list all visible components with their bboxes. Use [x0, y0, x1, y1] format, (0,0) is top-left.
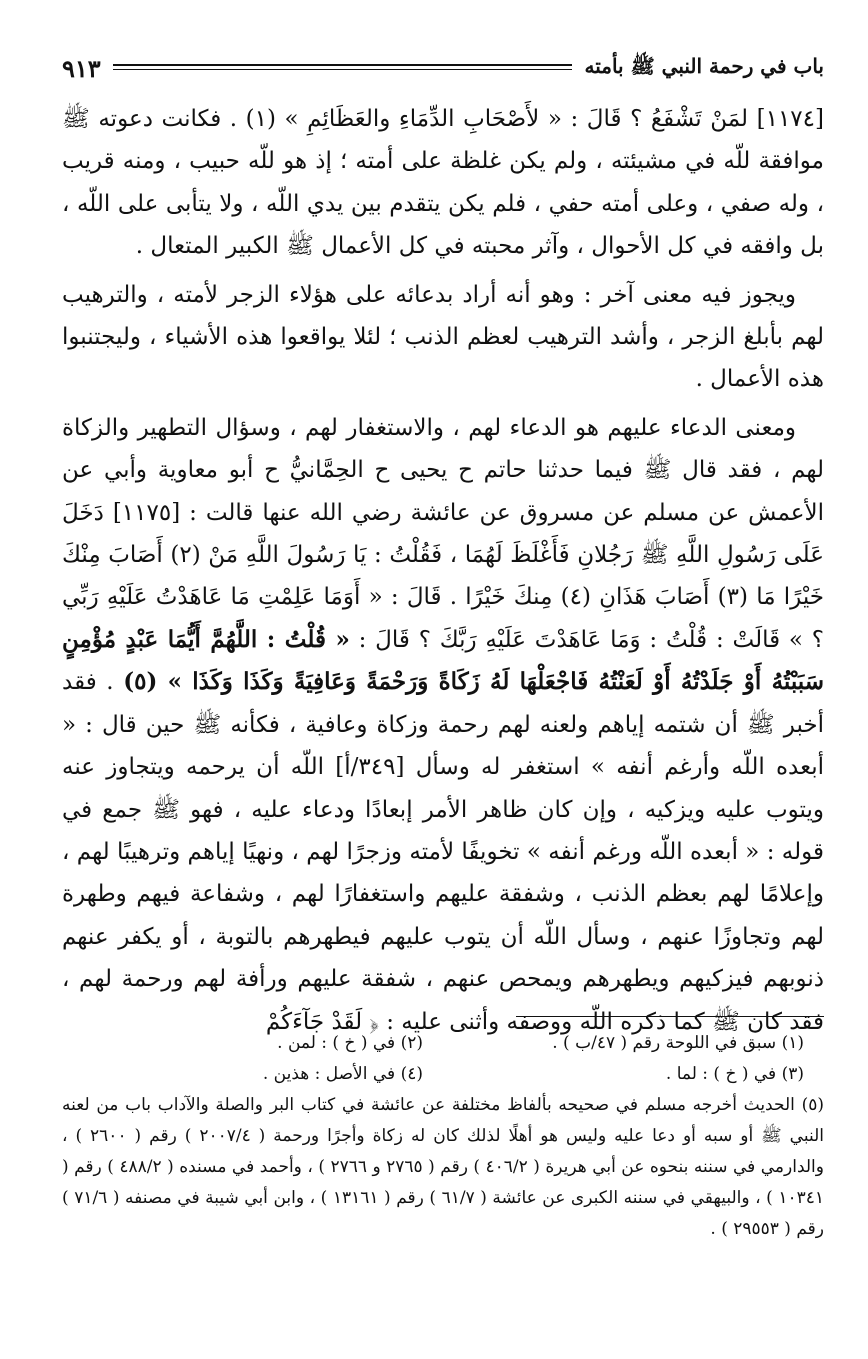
header-rule: [113, 63, 573, 73]
footnote-row: [62, 1059, 824, 1090]
main-text: [62, 98, 824, 1043]
paragraph-1: [١١٧٤] لمَنْ تَشْفَعُ ؟ قَالَ : « لأَصْحَابِ الدِّمَاءِ والعَظَائِمِ » (١) . فكانت دعوته ﷺ موافقة للّه في مشيئته ، ولم يكن غلظة على أمته ؛ إذ هو للّه حبيب ، ومنه قريب ، وله صفي ، وعلى أمته حفي ، فلم يكن يتقدم بين يدي اللّه ، ولا يتأبى على اللّه ، بل وافقه في كل الأحوال ، وآثر محبته في كل الأعمال ﷺ الكبير المتعال .: [62, 106, 824, 260]
footnote-5: (٥) الحديث أخرجه مسلم في صحيحه بألفاظ مختلفة عن عائشة في كتاب البر والصلة والآداب باب من لعنه النبي ﷺ أو سبه أو دعا عليه وليس هو أهلًا لذلك كان له زكاة وأجرًا ورحمة ( ٢٠٠٧/٤ ) رقم ( ٢٦٠٠ ) ، والدارمي في سننه بنحوه عن أبي هريرة ( ٤٠٦/٢ ) رقم ( ٢٧٦٥ و ٢٧٦٦ ) ، وأحمد في مسنده ( ٤٨٨/٢ ) رقم ( ١٠٣٤١ ) ، والبيهقي في سننه الكبرى عن عائشة ( ٦١/٧ ) رقم ( ١٣١٦١ ) ، وابن أبي شيبة في مصنفه ( ٧١/٦ ) رقم ( ٢٩٥٥٣ ) .: [62, 1095, 824, 1239]
paragraph-3: [62, 407, 824, 1043]
page-number: ٩١٣: [62, 53, 101, 83]
document-page: [62, 48, 824, 1338]
footnote-row: [62, 1028, 824, 1059]
paragraph-3-part-b: . فقد أخبر ﷺ أن شتمه إياهم ولعنه لهم رحمة وزكاة وعافية ، فكأنه ﷺ حين قال : « أبعده اللّه وأرغم أنفه » استغفر له وسأل [٣٤٩/أ] اللّه أن يرحمه ويتجاوز عنه ويتوب عليه ويزكيه ، وإن كان ظاهر الأمر إبعادًا ودعاء عليه ، فهو ﷺ جمع في قوله : « أبعده اللّه ورغم أنفه » تخويفًا لأمته وزجرًا لهم ، ونهيًا إياهم وترهيبًا لهم ، وإعلامًا لهم بعظم الذنب ، وشفقة عليهم واستغفارًا لهم ، وشفاعة فيهم وطهرة لهم وتجاوزًا عنهم ، وسأل اللّه أن يتوب عليهم فيطهرهم بالتوبة ، أو يكفر عنهم ذنوبهم فيزكيهم ويطهرهم ويمحص عنهم ، شفقة عليهم ورأفة لهم ورحمة لهم ، فقد كان ﷺ كما ذكره اللّه ووصفه وأثنى عليه : ﴿ لَقَدْ جَآءَكُمْ: [62, 669, 824, 1035]
page-header: [62, 48, 824, 88]
paragraph-2: ويجوز فيه معنى آخر : وهو أنه أراد بدعائه على هؤلاء الزجر لأمته ، والترهيب لهم بأبلغ الزجر ، وأشد الترهيب لعظم الذنب ؛ لئلا يواقعوا هذه الأشياء ، وليجتنبوا هذه الأعمال .: [62, 281, 824, 393]
paragraph-3-part-a: ومعنى الدعاء عليهم هو الدعاء لهم ، والاستغفار لهم ، وسؤال التطهير والزكاة لهم ، فقد قال ﷺ فيما حدثنا حاتم ح يحيى ح الحِمَّانيُّ ح أبو معاوية وأبي عن الأعمش عن مسلم عن مسروق عن عائشة رضي الله عنها قالت : [١١٧٥] دَخَلَ عَلَى رَسُولِ اللَّهِ ﷺ رَجُلانِ فَأَغْلَظَ لَهُمَا ، فَقُلْتُ : يَا رَسُولَ اللَّهِ مَنْ (٢) أَصَابَ مِنْكَ خَيْرًا مَا (٣) أَصَابَ هَذَانِ (٤) مِنكَ خَيْرًا . قَالَ : « أَوَمَا عَلِمْتِ مَا عَاهَدْتُ عَلَيْهِ رَبِّي ؟ » قَالَتْ : قُلْتُ : وَمَا عَاهَدْتَ عَلَيْهِ رَبَّكَ ؟ قَالَ :: [62, 414, 824, 653]
footnote-2: (٢) في ( خ ) : لمن .: [277, 1033, 423, 1053]
footnote-4: (٤) في الأصل : هذين .: [262, 1064, 423, 1084]
footnotes: [62, 1028, 824, 1245]
footnote-3: (٣) في ( خ ) : لما .: [665, 1064, 804, 1084]
footnote-1: (١) سبق في اللوحة رقم ( ٤٧/ب ) .: [552, 1033, 804, 1053]
footnote-separator: [516, 1016, 824, 1017]
hadith-quote: « قُلْتُ : اللَّهُمَّ أَيُّمَا عَبْدٍ مُؤْمِنٍ سَبَبْتُهُ أَوْ جَلَدْتُهُ أَوْ لَعَنْتُهُ فَاجْعَلْهَا لَهُ زَكَاةً وَرَحْمَةً وَعَافِيَةً وَكَذَا وَكَذَا » (٥): [62, 625, 825, 696]
running-title: باب في رحمة النبي ﷺ بأمته: [584, 53, 824, 78]
